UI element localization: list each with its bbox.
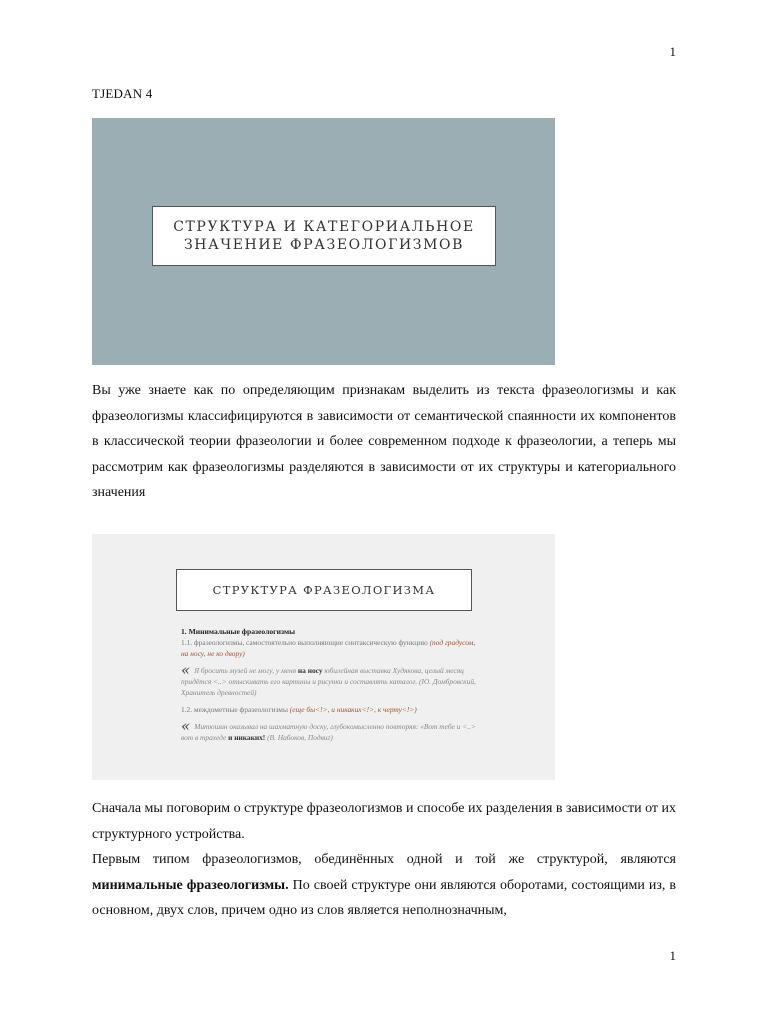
- week-label: TJEDAN 4: [92, 86, 153, 101]
- item1-examples: (под градусом, на носу, не ко двору): [181, 638, 476, 658]
- quote-mark-icon: «: [181, 661, 191, 679]
- item1-text: 1.1. фразеологизмы, самостоятельно выполняющие синтаксическую функцию: [181, 638, 430, 647]
- slide2-quote1: [181, 661, 481, 698]
- slide-title: СТРУКТУРА И КАТЕГОРИАЛЬНОЕ ЗНАЧЕНИЕ ФРАЗЕОЛОГИЗМОВ: [173, 219, 475, 253]
- structure-text-2: [92, 847, 676, 924]
- slide2-quote2: [181, 717, 481, 743]
- quote1-bold: на носу: [297, 666, 323, 675]
- page-number-top: 1: [669, 44, 676, 59]
- item2-text: 1.2. междометные фразеологизмы: [181, 705, 290, 714]
- slide-title-box: [152, 206, 496, 266]
- term-minimal-phraseologisms: минимальные фразеологизмы.: [92, 877, 289, 893]
- intro-paragraph: [92, 378, 676, 506]
- item2-examples: (еще бы<!>, и никаких<!>, к черту<!>): [289, 705, 417, 714]
- slide2-item1: [181, 637, 481, 659]
- slide-image-structure: [92, 534, 555, 780]
- quote1-b: юбилейная выставка Худякова, целый месяц придётся <..> отыскивать его картины и рисунки и составлять каталог. (Ю. Домбровский, Хранитель древностей): [181, 666, 476, 697]
- structure-text-2a: Первым типом фразеологизмов, обединённых одной и той же структурой, являются: [92, 852, 676, 867]
- page-number-bottom: 1: [669, 948, 676, 963]
- slide2-item2: [181, 704, 481, 715]
- quote1-a: Я бросить музей не могу, у меня: [194, 666, 298, 675]
- slide2-title-box: [176, 569, 472, 611]
- structure-text-1: Сначала мы поговорим о структуре фразеологизмов и способе их разделения в зависимости от их структурного устройства.: [92, 801, 677, 842]
- quote-mark-icon: «: [181, 717, 191, 735]
- slide2-title: СТРУКТУРА ФРАЗЕОЛОГИЗМА: [212, 583, 436, 597]
- quote2-bold: и никаких!: [228, 733, 266, 742]
- structure-text-2b: По своей структуре они являются оборотами, состоящими из, в основном, двух слов, причем одно из слов является неполнозначным,: [92, 877, 676, 918]
- slide2-body: [181, 626, 481, 749]
- slide-image-title: [92, 118, 555, 365]
- structure-paragraph: [92, 796, 676, 924]
- intro-text: Вы уже знаете как по определяющим признакам выделить из текста фразеологизмы и как фразеологизмы классифицируются в зависимости от семантической спаянности их компонентов в классической теории фразеологии и более современном подходе к фразеологии, а теперь мы рассмотрим как фразеологизмы разделяются в зависимости от их структуры и категориального значения: [92, 383, 676, 500]
- slide2-heading: 1. Минимальные фразеологизмы: [181, 627, 296, 636]
- quote2-b: (В. Набоков, Подвиг): [265, 733, 333, 742]
- quote2-a: Митюшин оказывал на шахматную доску, глубокомысленно повторяя: «Вот тебе и <..> вот в трахеде: [181, 722, 476, 742]
